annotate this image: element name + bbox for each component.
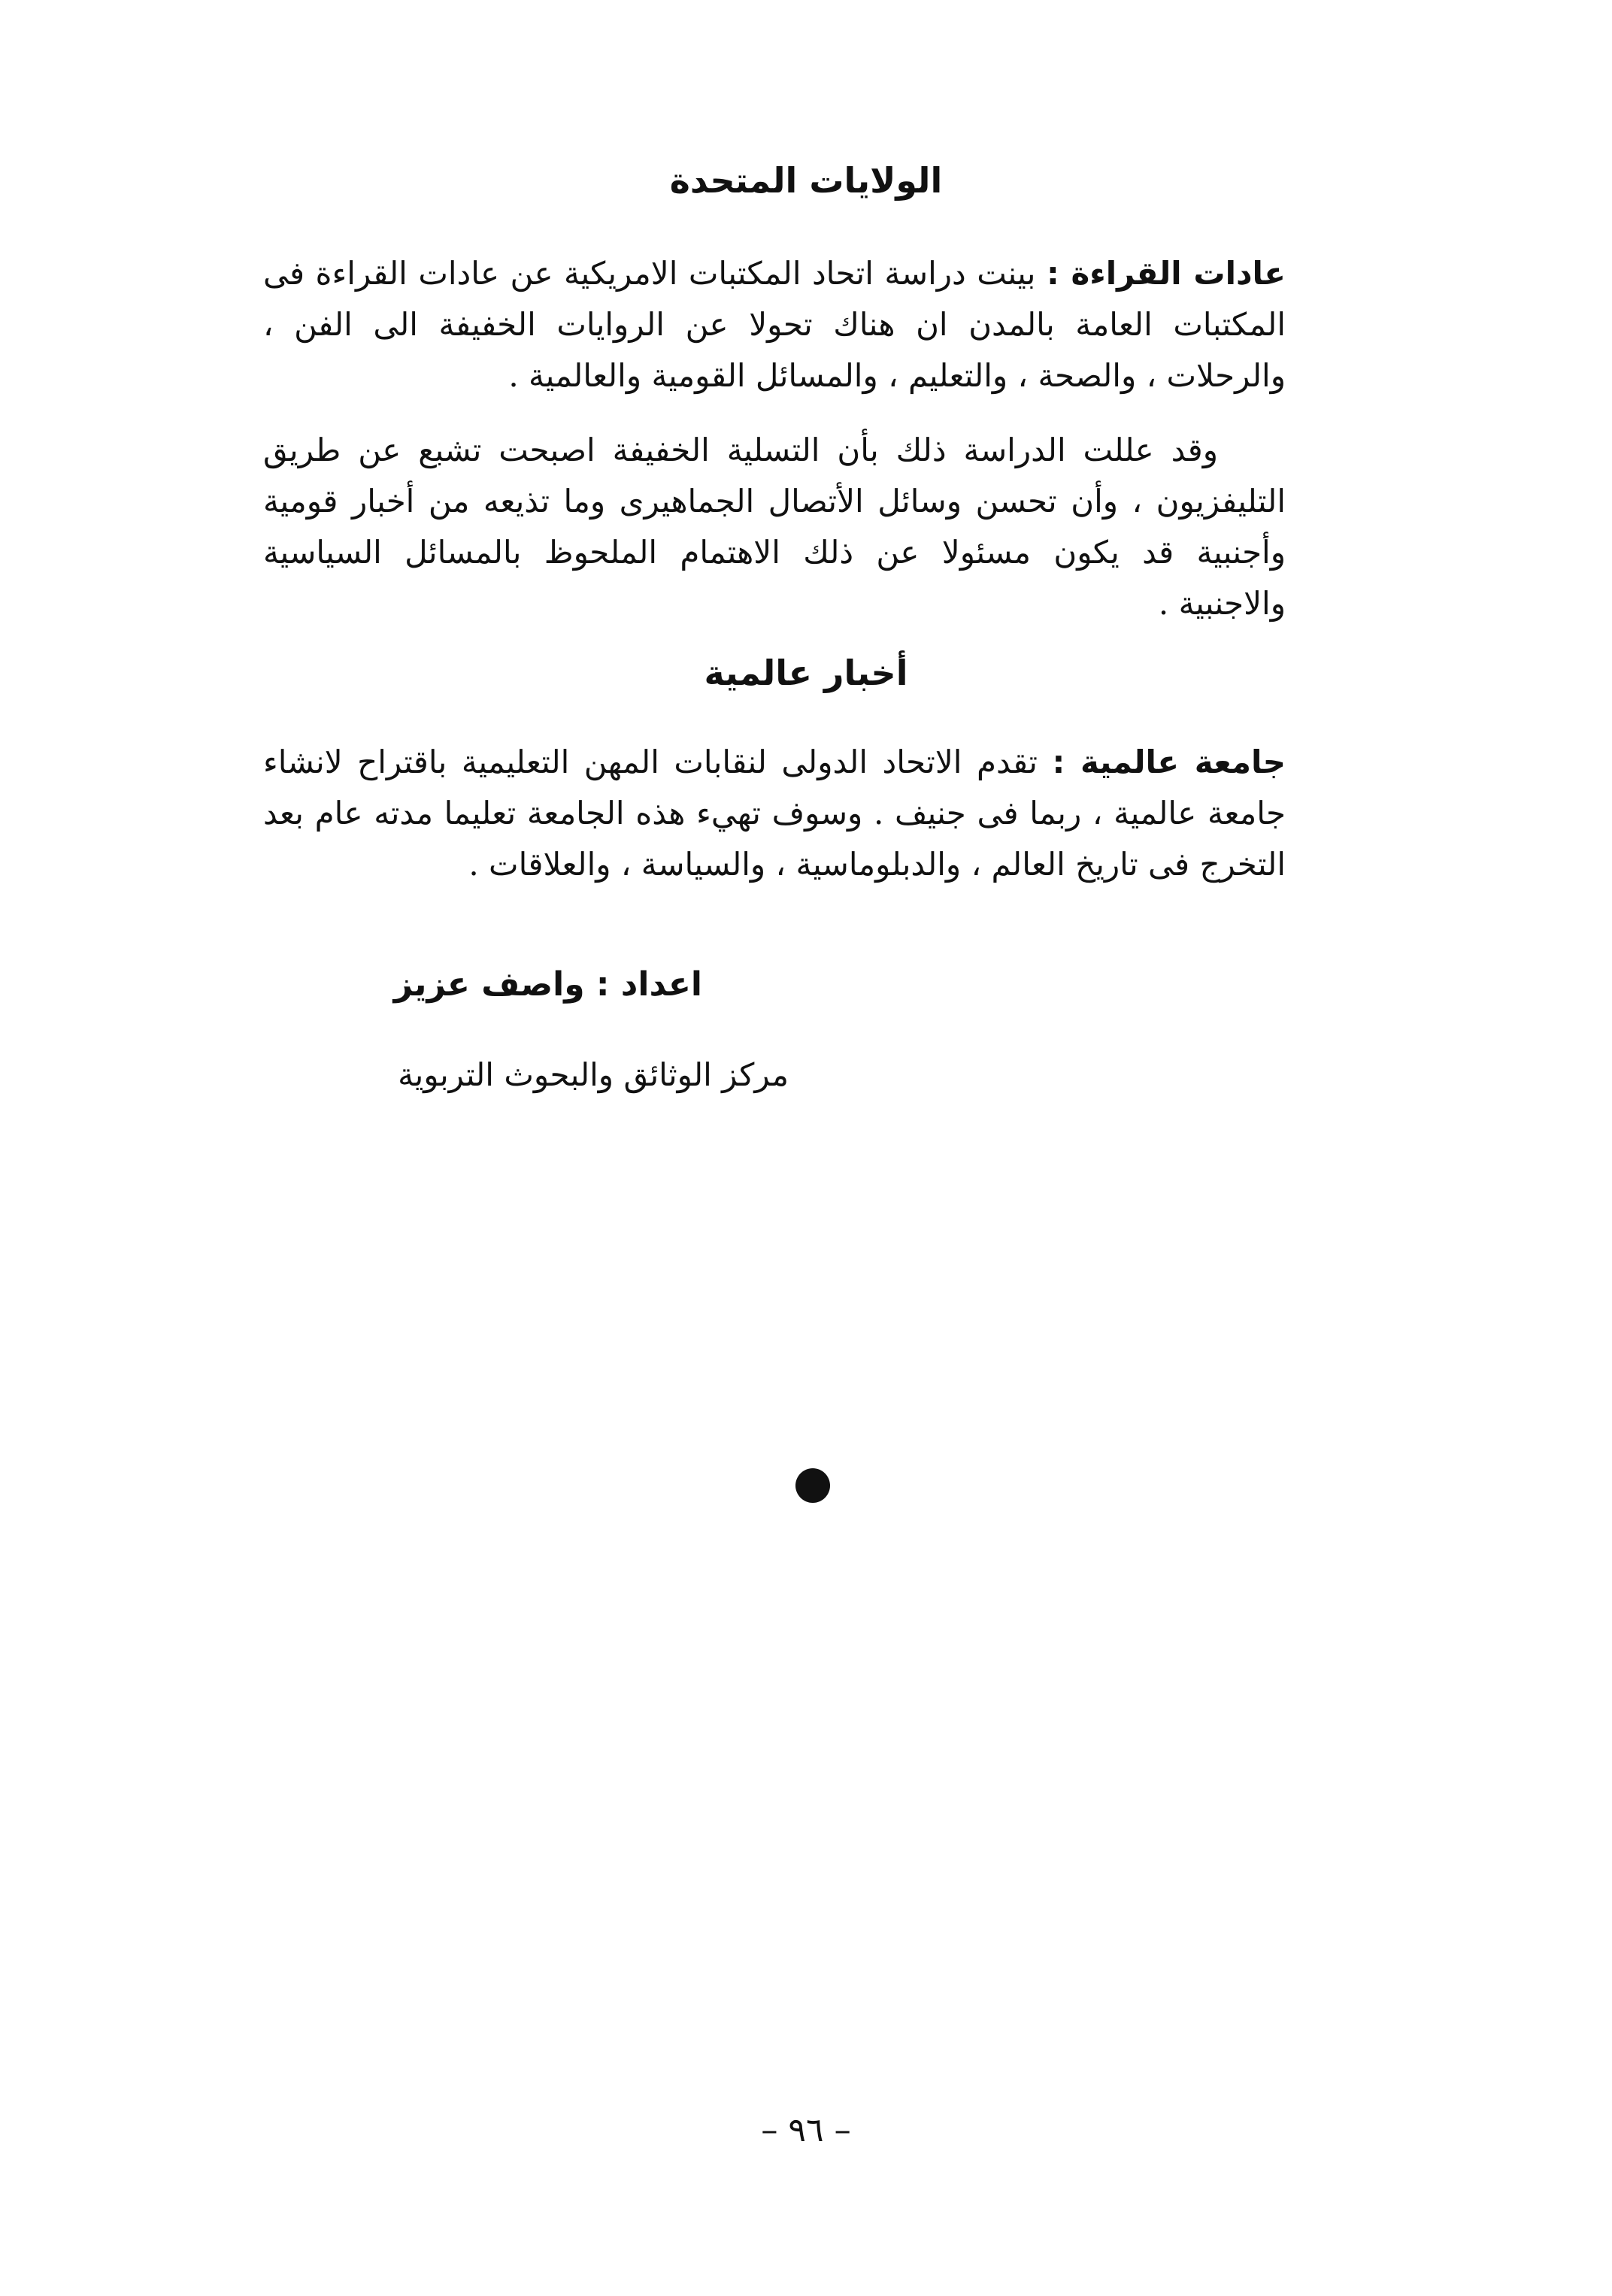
section-title-us: الولايات المتحدة [669, 160, 943, 201]
paragraph-study-explanation: وقد عللت الدراسة ذلك بأن التسلية الخفيفة اصبحت تشبع عن طريق التليفزيون ، وأن تحسن وسائل الأتصال الجماهيرى وما تذيعه من أخبار قومية وأجنبية قد يكون مسئولا عن ذلك الاهتمام الملحوظ بالمسائل السياسية والاجنبية . [263, 432, 1286, 622]
paragraph-world-university [263, 737, 1286, 890]
bullet-dot-ornament [795, 1468, 830, 1503]
section-title-world: أخبار عالمية [704, 653, 908, 693]
paragraph-lead-world-university: جامعة عالمية : [1052, 744, 1286, 780]
page-number: – ٩٦ – [761, 2111, 851, 2149]
paragraph-lead-reading-habits: عادات القراءة : [1046, 255, 1286, 292]
paragraph-text-world-university: تقدم الاتحاد الدولى لنقابات المهن التعليمية باقتراح لانشاء جامعة عالمية ، ربما فى جنيف . وسوف تهيء هذه الجامعة تعليما مدته عام بعد التخرج فى تاريخ العالم ، والدبلوماسية ، والسياسة ، والعلاقات . [263, 744, 1286, 883]
organization-name: مركز الوثائق والبحوث التربوية [398, 1056, 789, 1093]
paragraph-reading-habits [263, 248, 1286, 401]
paragraph-text-reading-habits: بينت دراسة اتحاد المكتبات الامريكية عن عادات القراءة فى المكتبات العامة بالمدن ان هناك تحولا عن الروايات الخفيفة الى الفن ، والرحلات ، والصحة ، والتعليم ، والمسائل القومية والعالمية . [263, 255, 1286, 394]
author-credit: اعداد : واصف عزيز [393, 965, 702, 1004]
